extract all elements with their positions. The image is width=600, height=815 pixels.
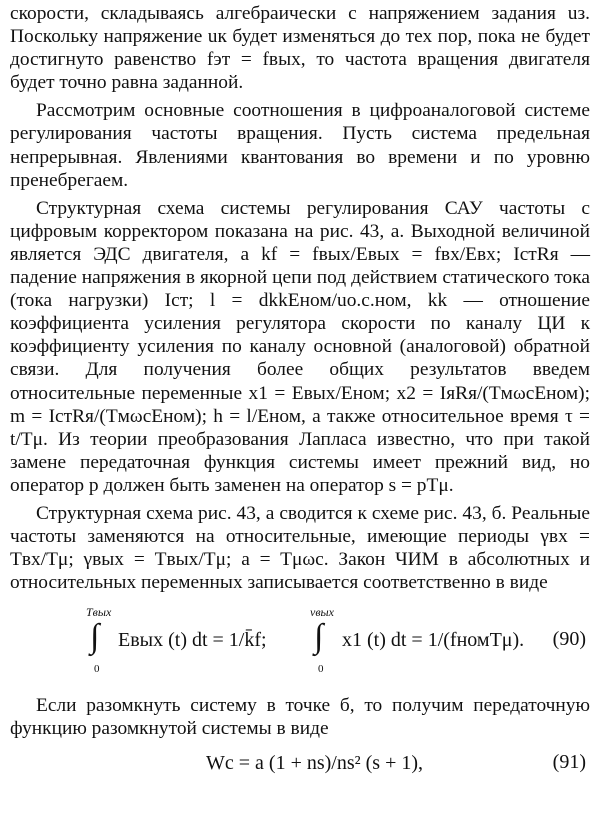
paragraph-4: Структурная схема рис. 43, а сводится к схеме рис. 43, б. Реальные частоты заменяются на относительные, имеющие периоды γвх = Tвх/Tμ; γвых = Tвых/Tμ; a = Tμωс. Закон ЧИМ в абсолютных и относительных переменных записывается соответственно в виде xyxy=(10,502,590,594)
equation-91-number: (91) xyxy=(552,750,586,773)
paragraph-1: скорости, складываясь алгебраически с напряжением задания uз. Поскольку напряжение uк будет изменяться до тех пор, пока не будет достигнуто равенство fэт = fвых, то частота вращения двигателя будет точно равна заданной. xyxy=(10,3,590,94)
paragraph-5: Если разомкнуть систему в точке б, то получим передаточную функцию разомкнутой системы в виде xyxy=(10,695,590,740)
integral-1-sign: ∫ xyxy=(90,618,100,656)
paragraph-2: Рассмотрим основные соотношения в цифроаналоговой системе регулирования частоты вращения. Пусть система предельная непрерывная. Явлениями квантования во времени и по уровню пренебрегаем. xyxy=(10,100,590,191)
integral-2-sign: ∫ xyxy=(314,618,324,656)
integral-1-body: Eвых (t) dt = 1/k̄f; xyxy=(118,629,267,652)
paragraph-3: Структурная схема системы регулирования САУ частоты с цифровым корректором показана на рис. 43, а. Выходной величиной является ЭДС двигателя, а kf = fвых/Eвых = fвх/Eвх; IстRя — падение напряжения в якорной цепи под действием статического тока (тока нагрузки) Iст; l = dkkEном/uо.с.ном, kk — отношение коэффициента усиления регулятора скорости по каналу ЦИ к коэффициенту усиления по каналу основной (аналоговой) обратной связи. Для получения более общих результатов введем относительные переменные x1 = Eвых/Eном; x2 = IяRя/(TмωсEном); m = IстRя/(TмωсEном); h = l/Eном, а также относительное время τ = t/Tμ. Из теории преобразования Лапласа известно, что при такой замене передаточная функция системы имеет прежний вид, но оператор p должен быть заменен на оператор s = pTμ. xyxy=(10,197,590,496)
integral-1-lower-limit: 0 xyxy=(94,663,100,676)
equation-91 xyxy=(10,747,590,777)
equation-90-number: (90) xyxy=(552,628,586,651)
integral-2-body: x1 (t) dt = 1/(fномTμ). xyxy=(342,629,525,652)
integral-2-lower-limit: 0 xyxy=(318,663,324,676)
equation-91-body: Wс = a (1 + ns)/ns² (s + 1), xyxy=(206,751,424,774)
equation-90 xyxy=(10,600,590,686)
integral-2-upper-limit: νвых xyxy=(310,605,334,620)
integral-1-upper-limit: Tвых xyxy=(86,605,112,620)
